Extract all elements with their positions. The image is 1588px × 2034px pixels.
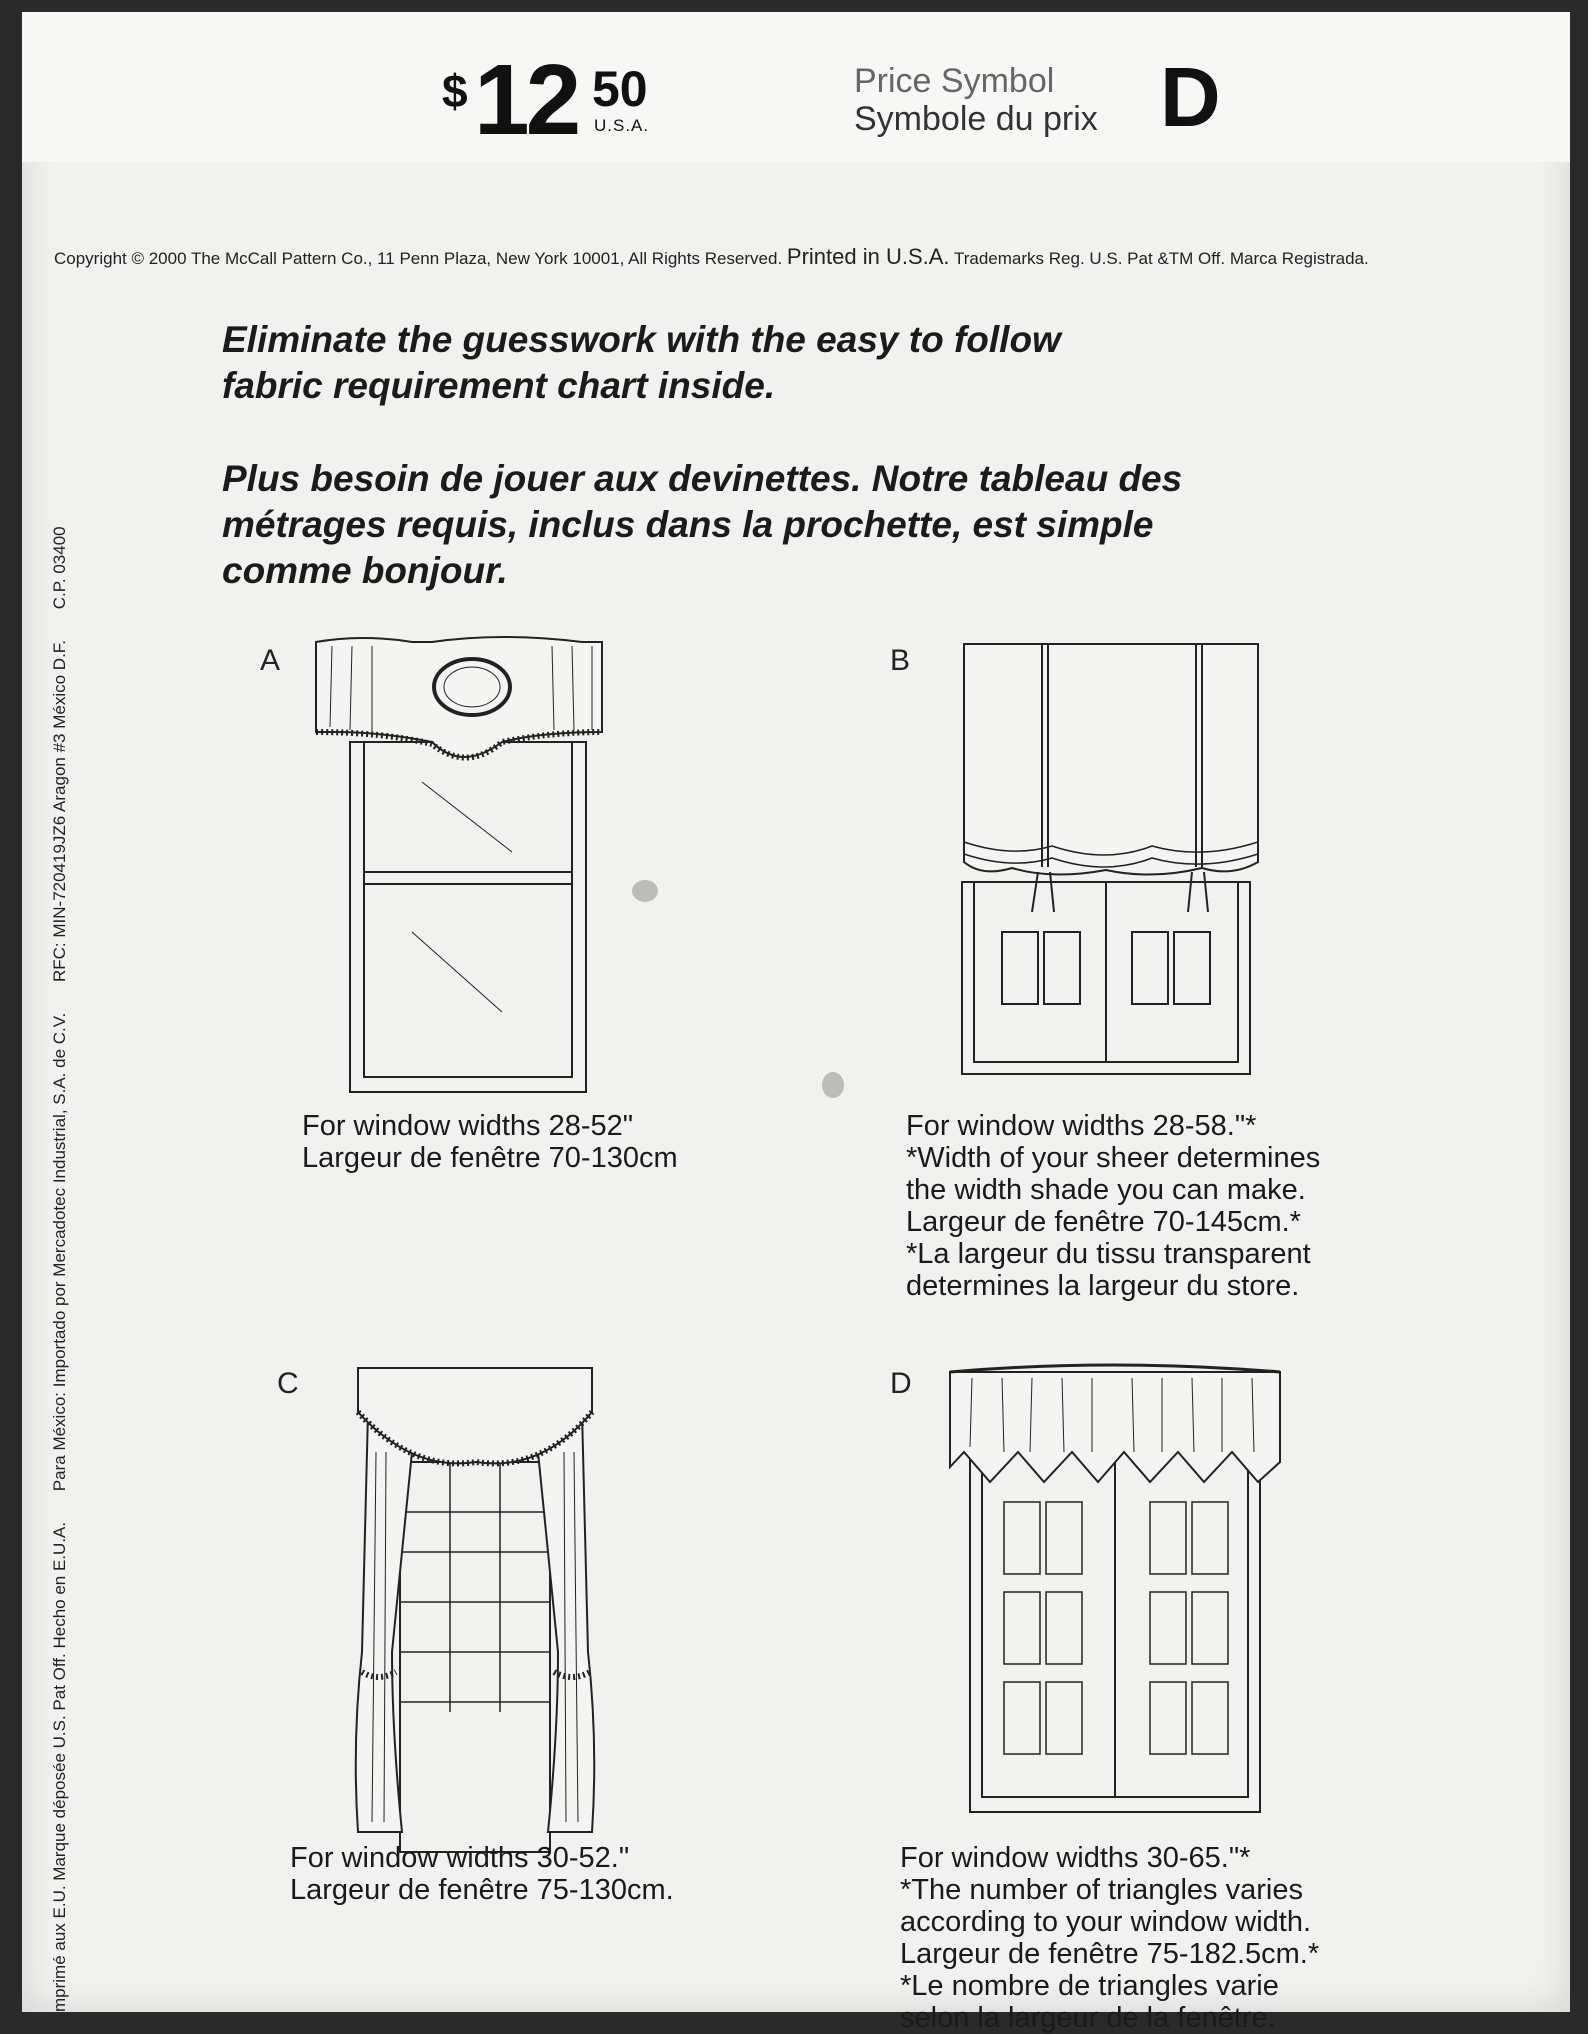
side-legal-text [50,500,70,2012]
price-symbol-label [854,62,1098,138]
view-c-letter: C [277,1367,299,1400]
price-dollars: 12 [474,44,578,156]
caption-line: *The number of triangles varies [900,1874,1303,1906]
caption-line: For window widths 28-58."* [906,1110,1257,1142]
caption-line: For window widths 30-65."* [900,1842,1251,1874]
window-frame [350,742,586,1092]
paper-stain [822,1072,844,1098]
view-c-caption [290,1842,674,1906]
caption-line: determines la largeur du store. [906,1270,1300,1302]
headline-english [222,317,1061,409]
pattern-envelope-back [22,12,1570,2034]
view-b-letter: B [890,644,911,677]
copyright-text: Copyright © 2000 The McCall Pattern Co., 11 Penn Plaza, New York 10001, All Rights Reserved. [54,249,783,268]
price-country: U.S.A. [594,116,650,135]
view-a-caption [302,1110,678,1174]
view-d-illustration [942,1352,1292,1822]
headline-fr-line: comme bonjour. [222,550,508,591]
view-c-illustration [322,1352,642,1852]
caption-line: *La largeur du tissu transparent [906,1238,1311,1270]
view-d-letter: D [890,1367,912,1400]
price-symbol-value: D [1160,50,1221,144]
trademark-text: Trademarks Reg. U.S. Pat &TM Off. Marca Registrada. [953,249,1369,268]
headline-fr-line: métrages requis, inclus dans la prochette, est simple [222,504,1154,545]
view-a-illustration [302,632,632,1102]
caption-line: Largeur de fenêtre 70-130cm [302,1142,678,1174]
view-b-caption [906,1110,1320,1302]
view-d-caption [900,1842,1319,2034]
window-frame [400,1462,550,1852]
side-text-part: RFC: MIN-720419JZ6 Aragon #3 México D.F. [50,639,69,983]
headline-en-line: fabric requirement chart inside. [222,365,776,406]
caption-line: *Width of your sheer determines [906,1142,1321,1174]
caption-line: Largeur de fenêtre 75-182.5cm.* [900,1938,1320,1970]
price-symbol-label-en: Price Symbol [854,62,1055,100]
copyright-line [54,244,1369,270]
caption-line: Largeur de fenêtre 75-130cm. [290,1874,674,1906]
caption-line: selon la largeur de la fenêtre. [900,2002,1276,2034]
caption-line: For window widths 28-52" [302,1110,634,1142]
headline-fr-line: Plus besoin de jouer aux devinettes. Notre tableau des [222,458,1183,499]
printed-in: Printed in U.S.A. [786,244,950,269]
headline-french [222,456,1182,594]
price-currency: $ [442,65,468,117]
side-text-part: Para México: Importado por Mercadotec Industrial, S.A. de C.V. [50,1012,69,1492]
side-text-part: mprimé aux E.U. Marque déposée U.S. Pat Off. Hecho en E.U.A. [50,1521,69,2012]
caption-line: according to your window width. [900,1906,1312,1938]
caption-line: Largeur de fenêtre 70-145cm.* [906,1206,1301,1238]
caption-line: the width shade you can make. [906,1174,1306,1206]
caption-line: *Le nombre de triangles varie [900,1970,1279,2002]
view-b-illustration [952,632,1282,1092]
side-text-part: C.P. 03400 [50,526,69,610]
price-symbol-label-fr: Symbole du prix [854,100,1098,138]
view-a-letter: A [260,644,281,677]
caption-line: For window widths 30-52." [290,1842,630,1874]
headline-en-line: Eliminate the guesswork with the easy to follow [222,319,1061,360]
price-cents: 50 [592,61,648,117]
paper-stain [632,880,658,902]
price-band [22,12,1570,162]
